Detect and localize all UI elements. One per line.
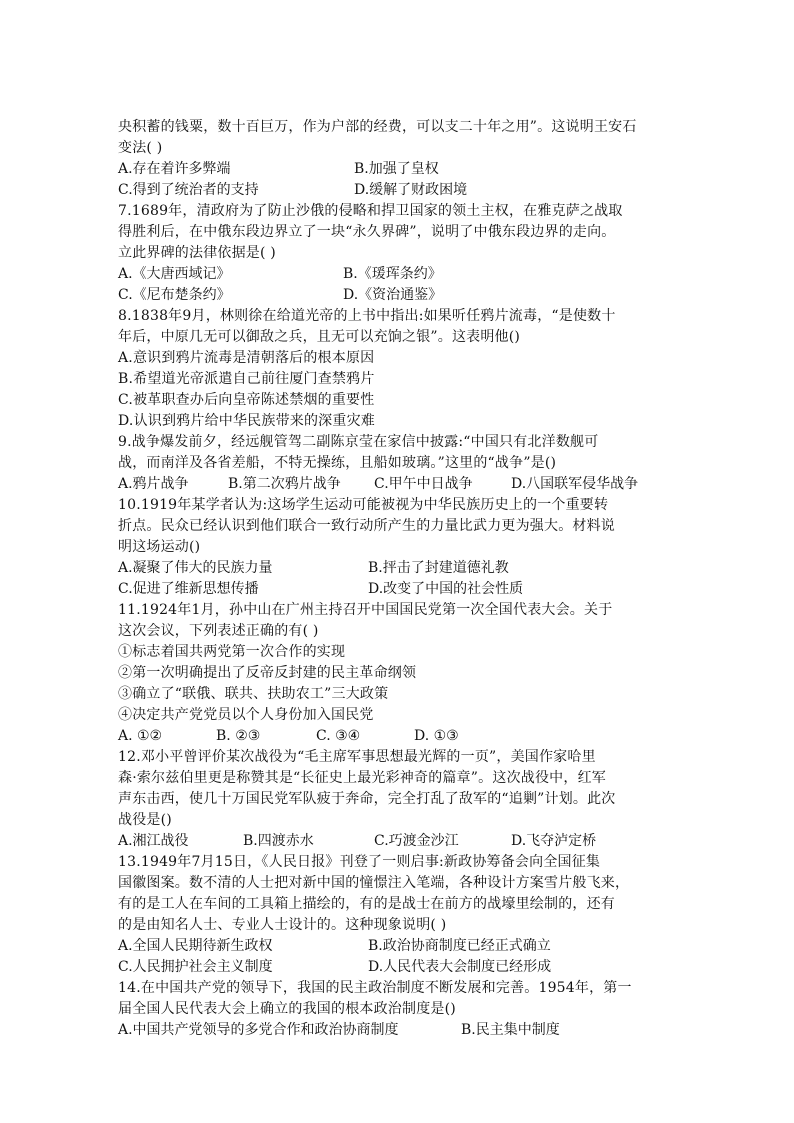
question-text-line: 森·索尔兹伯里更是称赞其是“长征史上最光彩神奇的篇章”。这次战役中，红军 <box>118 770 606 786</box>
question-text-line: 8.1838年9月，林则徐在给道光帝的上书中指出:如果听任鸦片流毒，“是使数十 <box>118 308 616 324</box>
statement-item: ②第一次明确提出了反帝反封建的民主革命纲领 <box>118 665 417 681</box>
question-text-line: 立此界碑的法律依据是( ) <box>118 245 276 261</box>
question-text-line: 战，而南洋及各省差船，不特无操练，且船如玻璃。”这里的“战争”是() <box>118 455 557 471</box>
question-text-line: 声东击西，使几十万国民党军队疲于奔命，完全打乱了敌军的“追剿”计划。此次 <box>118 791 616 807</box>
statement-item: ③确立了“联俄、联共、扶助农工”三大政策 <box>118 686 389 702</box>
question-text-line: 有的是工人在车间的工具箱上描绘的，有的是战士在前方的战壕里绘制的，还有 <box>118 896 615 912</box>
option-b: B.民主集中制度 <box>461 1022 560 1038</box>
option-b: B.第二次鸦片战争 <box>228 476 341 492</box>
question-text-line: 年后，中原几无可以御敌之兵，且无可以充饷之银”。这表明他() <box>118 329 521 345</box>
question-text-line: 届全国人民代表大会上确立的我国的根本政治制度是() <box>118 1001 456 1017</box>
option-b: B.抨击了封建道德礼教 <box>368 560 509 576</box>
question-text-line: 12.邓小平曾评价某次战役为“毛主席军事思想最光辉的一页”，美国作家哈里 <box>118 749 596 765</box>
option-a: A.意识到鸦片流毒是清朝落后的根本原因 <box>118 350 375 366</box>
option-c: C.巧渡金沙江 <box>374 833 459 849</box>
question-text-line: 7.1689年，清政府为了防止沙俄的侵略和捍卫国家的领土主权，在雅克萨之战取 <box>118 203 623 219</box>
option-a: A.湘江战役 <box>118 833 189 849</box>
question-text-line: 13.1949年7月15日，《人民日报》刊登了一则启事:新政协筹备会向全国征集 <box>118 854 601 870</box>
option-d: D.缓解了财政困境 <box>354 182 468 198</box>
option-a: A.《大唐西域记》 <box>118 266 231 282</box>
question-text-line: 这次会议，下列表述正确的有( ) <box>118 623 319 639</box>
option-b: B.《瑗珲条约》 <box>343 266 442 282</box>
option-a: A. ①② <box>118 728 163 744</box>
option-a: A.存在着许多弊端 <box>118 161 231 177</box>
question-text-line: 14.在中国共产党的领导下，我国的民主政治制度不断发展和完善。1954年，第一 <box>118 980 632 996</box>
option-c: C.被革职查办后向皇帝陈述禁烟的重要性 <box>118 392 375 408</box>
option-d: D.飞夺泸定桥 <box>511 833 597 849</box>
statement-item: ①标志着国共两党第一次合作的实现 <box>118 644 346 660</box>
option-b: B.希望道光帝派遣自己前往厦门查禁鸦片 <box>118 371 375 387</box>
option-b: B.四渡赤水 <box>243 833 314 849</box>
question-text-line: 折点。民众已经认识到他们联合一致行动所产生的力量比武力更为强大。材料说 <box>118 518 615 534</box>
option-a: A.鸦片战争 <box>118 476 189 492</box>
question-text-line: 的是由知名人士、专业人士设计的。这种现象说明( ) <box>118 917 447 933</box>
question-text-line: 国徽图案。数不清的人士把对新中国的憧憬注入笔端，各种设计方案雪片般飞来， <box>118 875 630 891</box>
statement-item: ④决定共产党党员以个人身份加入国民党 <box>118 707 374 723</box>
option-b: B.加强了皇权 <box>354 161 439 177</box>
option-a: A.全国人民期待新生政权 <box>118 938 273 954</box>
option-b: B. ②③ <box>216 728 261 744</box>
option-a: A.中国共产党领导的多党合作和政治协商制度 <box>118 1022 399 1038</box>
question-text-line: 央积蓄的钱粟，数十百巨万，作为户部的经费，可以支二十年之用”。这说明王安石 <box>118 119 637 135</box>
option-d: D.人民代表大会制度已经形成 <box>368 959 552 975</box>
option-d: D.《资治通鉴》 <box>343 287 443 303</box>
option-d: D.八国联军侵华战争 <box>511 476 639 492</box>
option-d: D.认识到鸦片给中华民族带来的深重灾难 <box>118 413 375 429</box>
question-text-line: 变法( ) <box>118 140 163 156</box>
option-b: B.政治协商制度已经正式确立 <box>368 938 551 954</box>
question-text-line: 11.1924年1月，孙中山在广州主持召开中国国民党第一次全国代表大会。关于 <box>118 602 613 618</box>
question-text-line: 10.1919年某学者认为:这场学生运动可能被视为中华民族历史上的一个重要转 <box>118 497 609 513</box>
option-d: D.改变了中国的社会性质 <box>368 581 524 597</box>
question-text-line: 得胜利后，在中俄东段边界立了一块“永久界碑”，说明了中俄东段边界的走向。 <box>118 224 616 240</box>
option-c: C.《尼布楚条约》 <box>118 287 231 303</box>
question-text-line: 明这场运动() <box>118 539 201 555</box>
option-c: C.得到了统治者的支持 <box>118 182 259 198</box>
option-c: C.甲午中日战争 <box>374 476 473 492</box>
option-d: D. ①③ <box>414 728 459 744</box>
question-text-line: 战役是() <box>118 812 172 828</box>
option-c: C.人民拥护社会主义制度 <box>118 959 273 975</box>
option-c: C.促进了维新思想传播 <box>118 581 259 597</box>
question-text-line: 9.战争爆发前夕，经远舰管驾二副陈京莹在家信中披露:“中国只有北洋数舰可 <box>118 434 599 450</box>
option-a: A.凝聚了伟大的民族力量 <box>118 560 273 576</box>
option-c: C. ③④ <box>316 728 361 744</box>
